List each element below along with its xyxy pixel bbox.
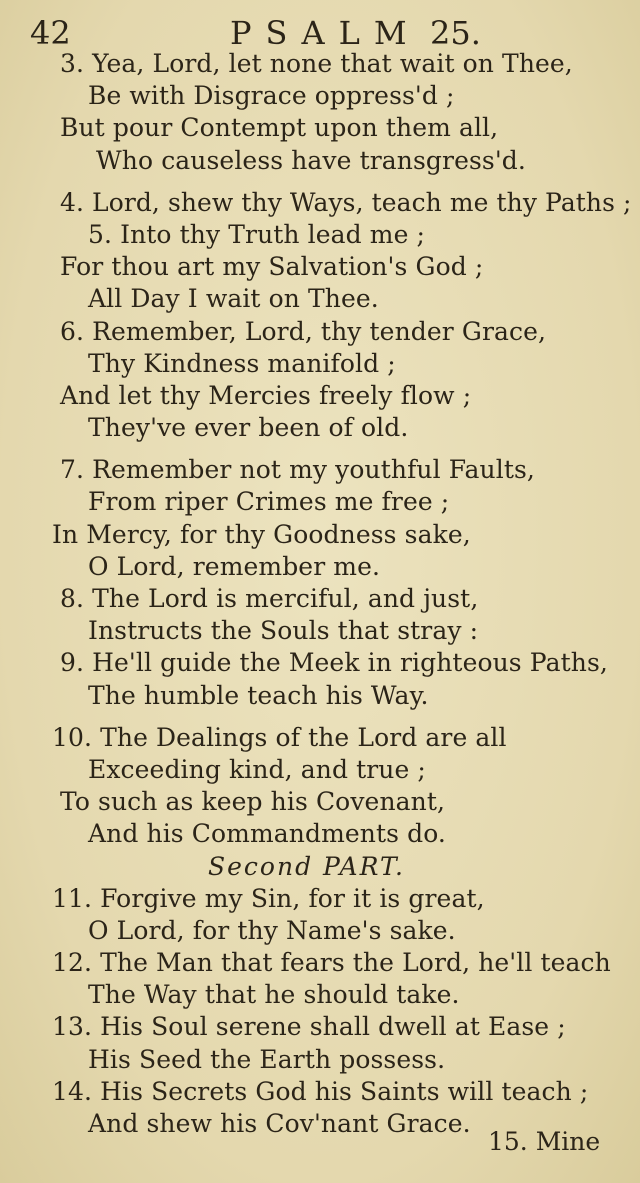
verse-line bbox=[0, 883, 640, 915]
verse-line bbox=[0, 680, 640, 712]
verse-line bbox=[0, 48, 640, 80]
section-heading bbox=[0, 851, 640, 883]
verse-line bbox=[0, 551, 640, 583]
verse-line bbox=[0, 1011, 640, 1043]
verse-line-text: His Seed the Earth possess. bbox=[88, 1044, 446, 1074]
verse-line bbox=[0, 316, 640, 348]
verse-line bbox=[0, 1044, 640, 1076]
verse-line-text: 7. Remember not my youthful Faults, bbox=[60, 455, 535, 485]
verse-line bbox=[0, 1076, 640, 1108]
verse-line bbox=[0, 754, 640, 786]
verse-line bbox=[0, 112, 640, 144]
verse-line-text: 11. Forgive my Sin, for it is great, bbox=[52, 883, 485, 913]
verse-line-text: 13. His Soul serene shall dwell at Ease ; bbox=[52, 1012, 566, 1042]
verse-line bbox=[0, 615, 640, 647]
verse-line-text: But pour Contempt upon them all, bbox=[60, 113, 499, 143]
verse-line-text: 14. His Secrets God his Saints will teach ; bbox=[52, 1076, 589, 1106]
verse-line-text: From riper Crimes me free ; bbox=[88, 487, 450, 517]
verse-line bbox=[0, 251, 640, 283]
verse-line-text: 3. Yea, Lord, let none that wait on Thee, bbox=[60, 49, 573, 78]
verse-line-text: 6. Remember, Lord, thy tender Grace, bbox=[60, 316, 547, 346]
verse-line-text: In Mercy, for thy Goodness sake, bbox=[52, 519, 471, 549]
verse-line-text: Thy Kindness manifold ; bbox=[88, 348, 396, 378]
verse-line-text: 5. Into thy Truth lead me ; bbox=[88, 219, 426, 249]
verse-line-text: 10. The Dealings of the Lord are all bbox=[52, 722, 507, 752]
verse-line-text: 8. The Lord is merciful, and just, bbox=[60, 584, 479, 613]
page-header bbox=[0, 6, 640, 50]
verse-line bbox=[0, 647, 640, 679]
verse-line bbox=[0, 979, 640, 1011]
verse-line-text: 4. Lord, shew thy Ways, teach me thy Paths ; bbox=[60, 187, 632, 217]
verse-line bbox=[0, 722, 640, 754]
psalm-text bbox=[0, 48, 640, 1140]
verse-line-text: Be with Disgrace oppress'd ; bbox=[88, 81, 455, 111]
verse-line-text: O Lord, for thy Name's sake. bbox=[88, 915, 456, 945]
verse-line bbox=[0, 348, 640, 380]
verse-line bbox=[0, 486, 640, 518]
verse-line bbox=[0, 818, 640, 850]
verse-line bbox=[0, 219, 640, 251]
verse-line-text: The humble teach his Way. bbox=[88, 680, 429, 710]
verse-line bbox=[0, 145, 640, 177]
verse-line-text: For thou art my Salvation's God ; bbox=[60, 252, 484, 282]
verse-line bbox=[0, 454, 640, 486]
verse-line bbox=[0, 583, 640, 615]
verse-line bbox=[0, 947, 640, 979]
verse-line-text: To such as keep his Covenant, bbox=[60, 787, 446, 817]
page-number: 42 bbox=[30, 14, 71, 52]
verse-line bbox=[0, 915, 640, 947]
section-heading-text: Second PART. bbox=[208, 851, 405, 881]
verse-line bbox=[0, 519, 640, 551]
verse-line bbox=[0, 380, 640, 412]
verse-line bbox=[0, 283, 640, 315]
verse-line bbox=[0, 187, 640, 219]
verse-line-text: Who causeless have transgress'd. bbox=[96, 145, 526, 175]
psalm-number: 25. bbox=[430, 14, 481, 52]
running-title: PSALM bbox=[230, 14, 421, 52]
verse-line-text: 9. He'll guide the Meek in righteous Paths, bbox=[60, 648, 608, 678]
verse-line-text: Instructs the Souls that stray : bbox=[88, 616, 479, 646]
verse-line-text: Exceeding kind, and true ; bbox=[88, 754, 426, 784]
verse-line-text: And let thy Mercies freely flow ; bbox=[60, 380, 472, 410]
catchword: 15. Mine bbox=[488, 1127, 601, 1156]
verse-line bbox=[0, 786, 640, 818]
verse-line-text: All Day I wait on Thee. bbox=[88, 284, 379, 314]
verse-line bbox=[0, 80, 640, 112]
verse-line-text: The Way that he should take. bbox=[88, 980, 460, 1010]
verse-line-text: 12. The Man that fears the Lord, he'll teach bbox=[52, 948, 611, 978]
verse-line-text: And shew his Cov'nant Grace. bbox=[88, 1109, 471, 1138]
verse-line-text: And his Commandments do. bbox=[88, 819, 446, 849]
verse-line-text: They've ever been of old. bbox=[88, 413, 409, 443]
verse-line bbox=[0, 412, 640, 444]
verse-line-text: O Lord, remember me. bbox=[88, 551, 381, 581]
